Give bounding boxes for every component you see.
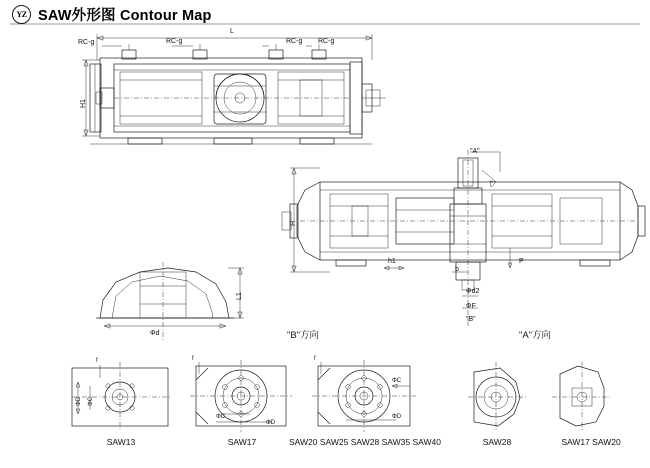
port-label-4: RC-g [318,38,335,45]
flange2-dim-phi-d: ΦD [266,420,276,426]
port-label-2: RC-g [166,38,183,45]
flange1-dim-phi-c: ΦC [88,396,94,406]
base-view-dim-L1: L1 [236,292,243,300]
page-title: SAW外形图 Contour Map [38,8,212,24]
flange1-name: SAW13 [106,437,136,447]
port-label-3: RC-g [286,38,303,45]
top-view-dim-H1: H1 [80,99,87,108]
side-view-marker-b-bottom: "B" [466,316,476,323]
company-logo-icon: YZ [12,5,31,24]
flange4-name: SAW28 [482,437,512,447]
port-label-1: RC-g [78,39,95,46]
flange3-dim-f: f [314,356,316,362]
side-view-marker-a-top: "A" [470,148,480,155]
flange1-dim-phi-d: ΦD [76,396,82,406]
flange2-name: SAW17 [227,437,257,447]
side-view-dim-h1: h1 [388,258,396,265]
side-view-dim-P: P [519,258,524,265]
flange3-dim-phi-d: ΦD [392,414,402,420]
side-view-dim-b: b [455,266,459,273]
flange2-dim-phi-c: ΦC [216,414,226,420]
direction-label-b: "B"方向 [286,330,320,341]
direction-label-a: "A"方向 [518,330,552,341]
flange5-name: SAW17 SAW20 [561,437,621,447]
base-view-dim-phi-d: Φd [150,330,160,337]
flange3-name: SAW20 SAW25 SAW28 SAW35 SAW40 [289,437,441,447]
side-view-dim-phi-F: ΦF [466,303,476,310]
flange1-dim-f: f [96,358,98,364]
flange3-dim-phi-c: ΦC [392,378,402,384]
top-view-dim-L: L [230,28,234,35]
side-view-dim-H: H [290,220,297,226]
side-view-dim-phi-d2: Φd2 [466,288,480,295]
flange2-dim-f: f [192,356,194,362]
